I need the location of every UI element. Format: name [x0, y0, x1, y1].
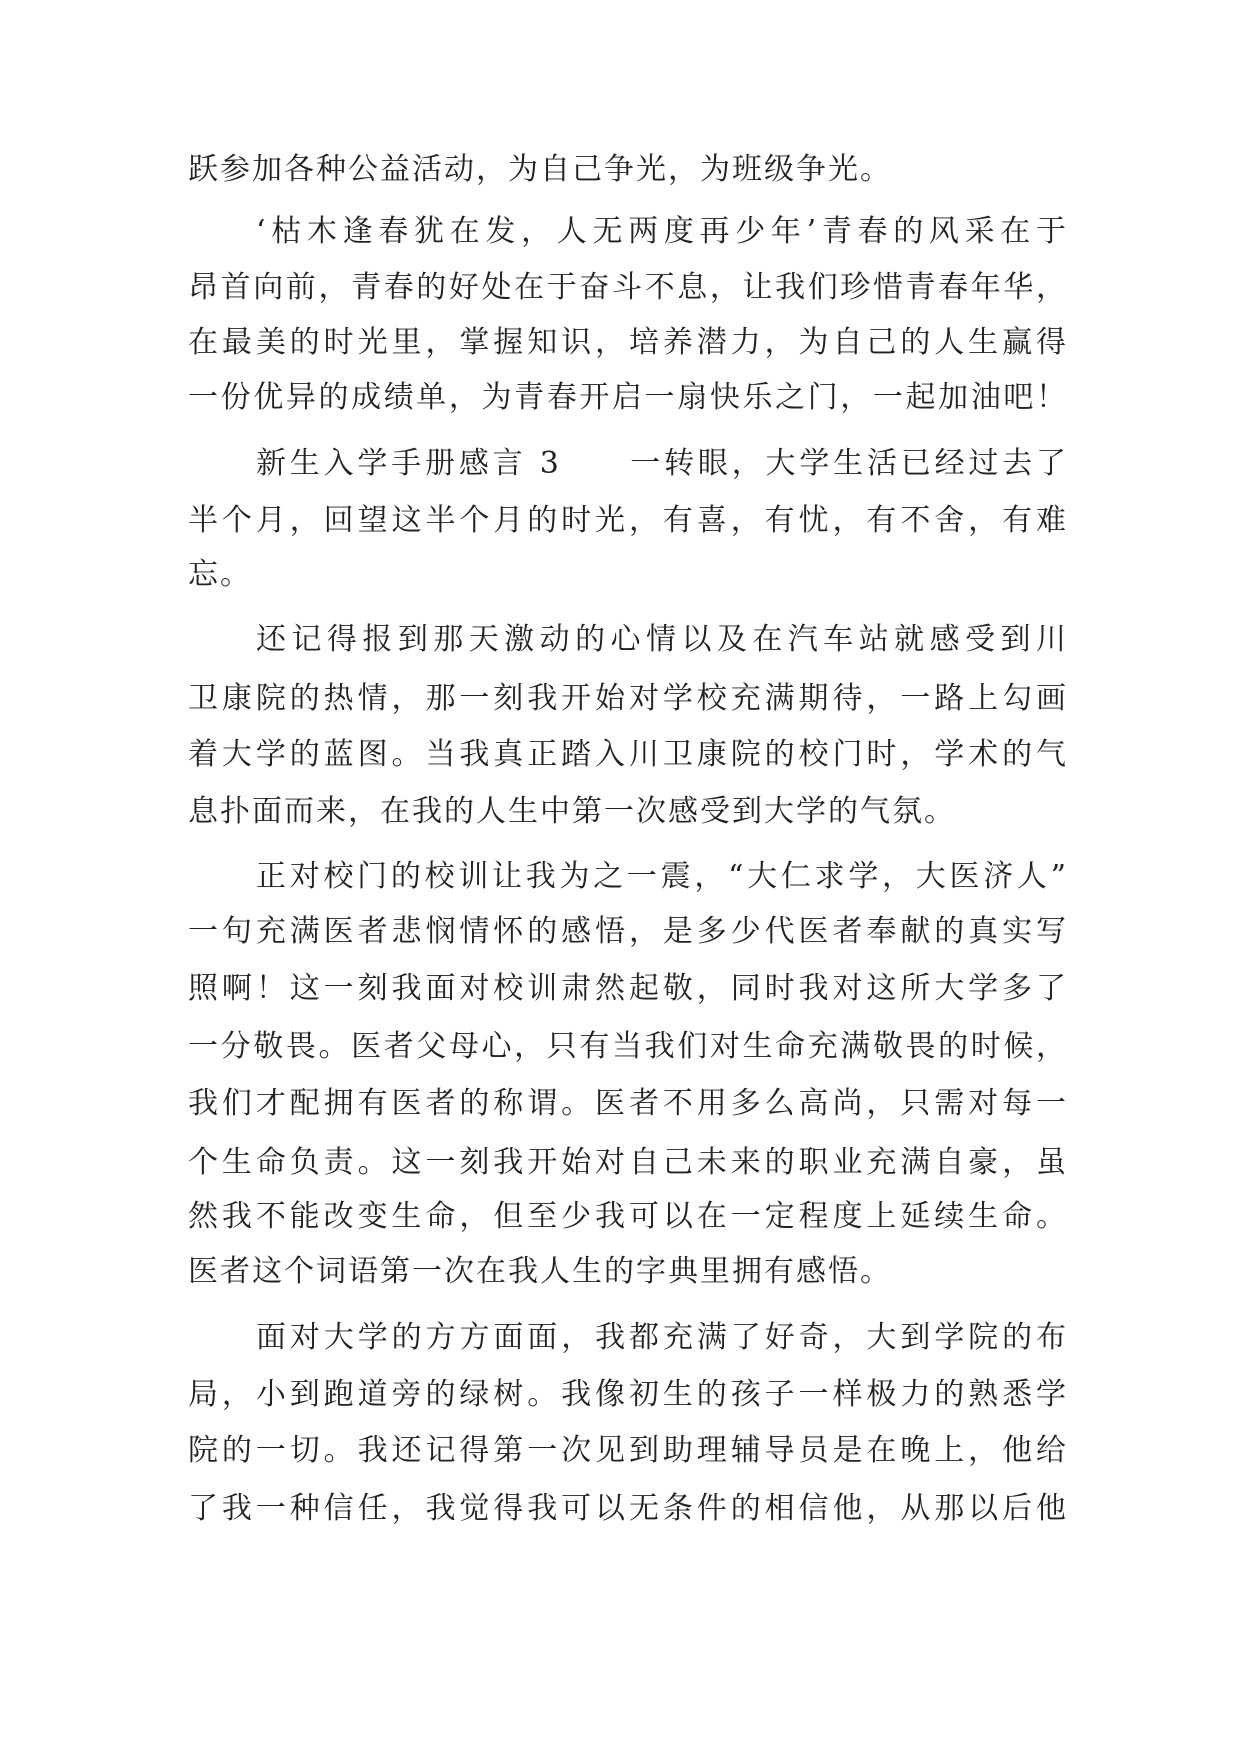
- text-line: 半个月，回望这半个月的时光，有喜，有忧，有不舍，有难: [188, 503, 1068, 538]
- text-line: 跃参加各种公益活动，为自己争光，为班级争光。: [188, 152, 892, 187]
- text-line: 个生命负责。这一刻我开始对自己未来的职业充满自豪，虽: [188, 1145, 1068, 1180]
- text-line: 局，小到跑道旁的绿树。我像初生的孩子一样极力的熟悉学: [188, 1377, 1068, 1412]
- text-line: 我们才配拥有医者的称谓。医者不用多么高尚，只需对每一: [188, 1086, 1068, 1121]
- text-line: 一分敬畏。医者父母心，只有当我们对生命充满敬畏的时候，: [188, 1029, 1068, 1064]
- text-line: 在最美的时光里，掌握知识，培养潜力，为自己的人生赢得: [188, 325, 1068, 360]
- text-line: 卫康院的热情，那一刻我开始对学校充满期待，一路上勾画: [188, 681, 1068, 716]
- text-line: 新生入学手册感言 3 一转眼，大学生活已经过去了: [256, 446, 1068, 481]
- text-line: 然我不能改变生命，但至少我可以在一定程度上延续生命。: [188, 1199, 1068, 1234]
- text-line: 照啊！这一刻我面对校训肃然起敬，同时我对这所大学多了: [188, 971, 1068, 1006]
- text-line: 着大学的蓝图。当我真正踏入川卫康院的校门时，学术的气: [188, 737, 1068, 772]
- text-line: 面对大学的方方面面，我都充满了好奇，大到学院的布: [256, 1320, 1068, 1355]
- text-line: 一句充满医者悲悯情怀的感悟，是多少代医者奉献的真实写: [188, 914, 1068, 949]
- text-line: 院的一切。我还记得第一次见到助理辅导员是在晚上，他给: [188, 1433, 1068, 1468]
- text-line: 息扑面而来，在我的人生中第一次感受到大学的气氛。: [188, 794, 956, 829]
- text-line: 还记得报到那天激动的心情以及在汽车站就感受到川: [256, 622, 1068, 657]
- text-line: 医者这个词语第一次在我人生的字典里拥有感悟。: [188, 1254, 892, 1289]
- text-line: 正对校门的校训让我为之一震，“大仁求学，大医济人”: [256, 859, 1068, 894]
- text-line: 忘。: [188, 557, 252, 592]
- text-line: 一份优异的成绩单，为青春开启一扇快乐之门，一起加油吧！: [188, 380, 1068, 415]
- text-line: ‘枯木逢春犹在发，人无两度再少年’青春的风采在于: [256, 214, 1068, 249]
- text-line: 了我一种信任，我觉得我可以无条件的相信他，从那以后他: [188, 1491, 1068, 1526]
- text-line: 昂首向前，青春的好处在于奋斗不息，让我们珍惜青春年华，: [188, 270, 1068, 305]
